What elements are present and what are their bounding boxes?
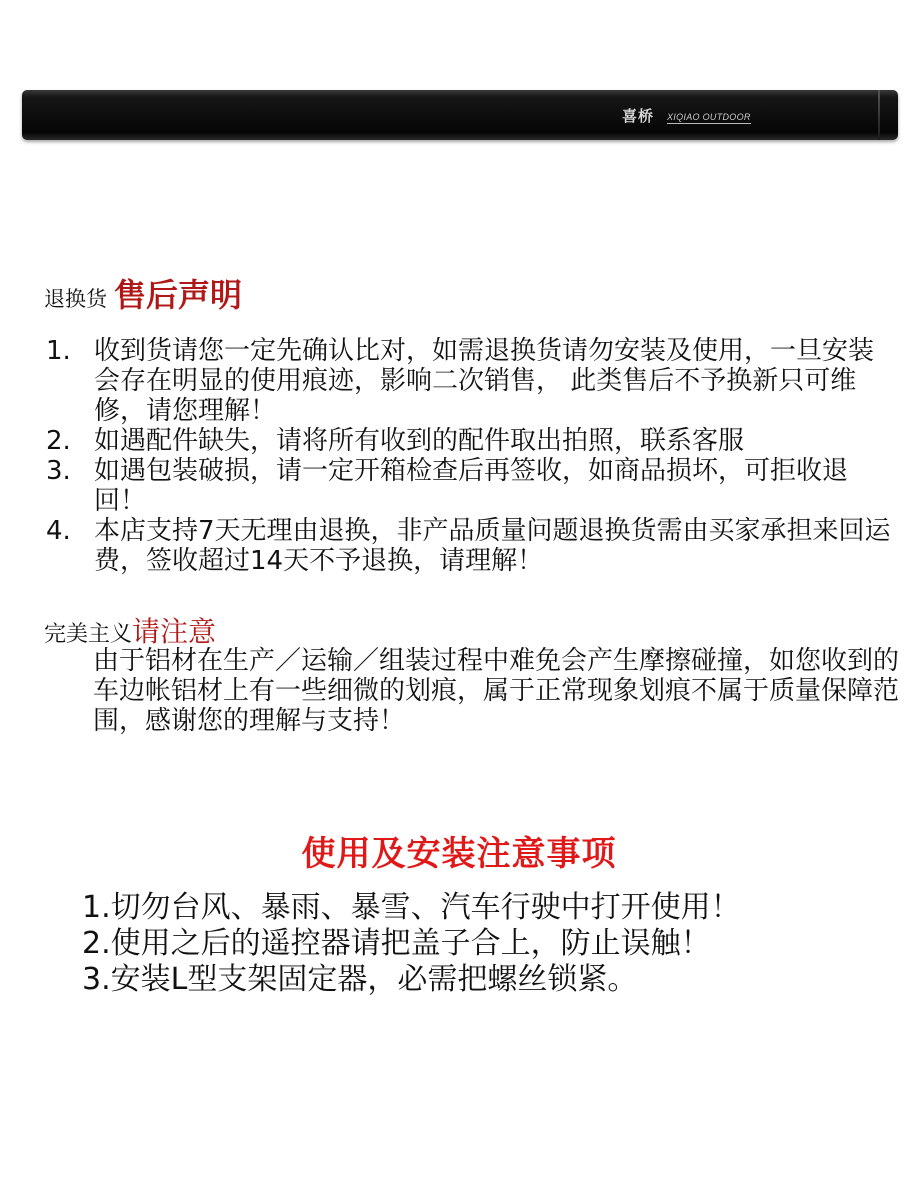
after-sales-heading-title: 售后声明 [114, 276, 243, 314]
perfectionist-heading [44, 610, 216, 650]
brand-logo: 喜桥 [622, 107, 655, 125]
list-item [46, 426, 894, 456]
after-sales-heading [44, 270, 242, 316]
list-item-text: 如遇配件缺失，请将所有收到的配件取出拍照，联系客服 [94, 426, 745, 456]
brand-text: XIQIAO OUTDOOR [667, 112, 751, 122]
usage-list [82, 890, 741, 998]
product-image-awning-bar [22, 90, 898, 140]
list-item [46, 336, 894, 426]
list-item-text: 收到货请您一定先确认比对，如需退换货请勿安装及使用，一旦安装会存在明显的使用痕迹，影响二次销售， 此类售后不予换新只可维修，请您理解！ [94, 336, 875, 426]
usage-heading: 使用及安装注意事项 [301, 834, 617, 874]
usage-item: 2.使用之后的遥控器请把盖子合上，防止误触！ [82, 926, 711, 961]
list-item-number: 1. [46, 336, 71, 366]
list-item-text: 如遇包装破损，请一定开箱检查后再签收，如商品损坏，可拒收退回！ [94, 456, 849, 516]
list-item-text: 本店支持7天无理由退换，非产品质量问题退换货需由买家承担来回运费，签收超过14天不予退换，请理解！ [94, 516, 891, 576]
usage-item: 3.安装L型支架固定器，必需把螺丝锁紧。 [82, 962, 638, 997]
perfectionist-heading-lead: 完美主义 [44, 622, 133, 647]
perfectionist-heading-title: 请注意 [132, 615, 217, 648]
perfectionist-note: 由于铝材在生产／运输／组装过程中难免会产生摩擦碰撞，如您收到的车边帐铝材上有一些细微的划痕，属于正常现象划痕不属于质量保障范围，感谢您的理解与支持！ [93, 646, 900, 736]
bar-end-cap [878, 90, 880, 140]
usage-item: 1.切勿台风、暴雨、暴雪、汽车行驶中打开使用！ [82, 890, 741, 925]
list-item [46, 516, 894, 576]
after-sales-list [46, 336, 894, 576]
list-item [46, 456, 894, 516]
list-item-number: 3. [46, 456, 71, 486]
list-item-number: 2. [46, 426, 71, 456]
after-sales-heading-lead: 退换货 [44, 287, 107, 311]
list-item-number: 4. [46, 516, 71, 546]
